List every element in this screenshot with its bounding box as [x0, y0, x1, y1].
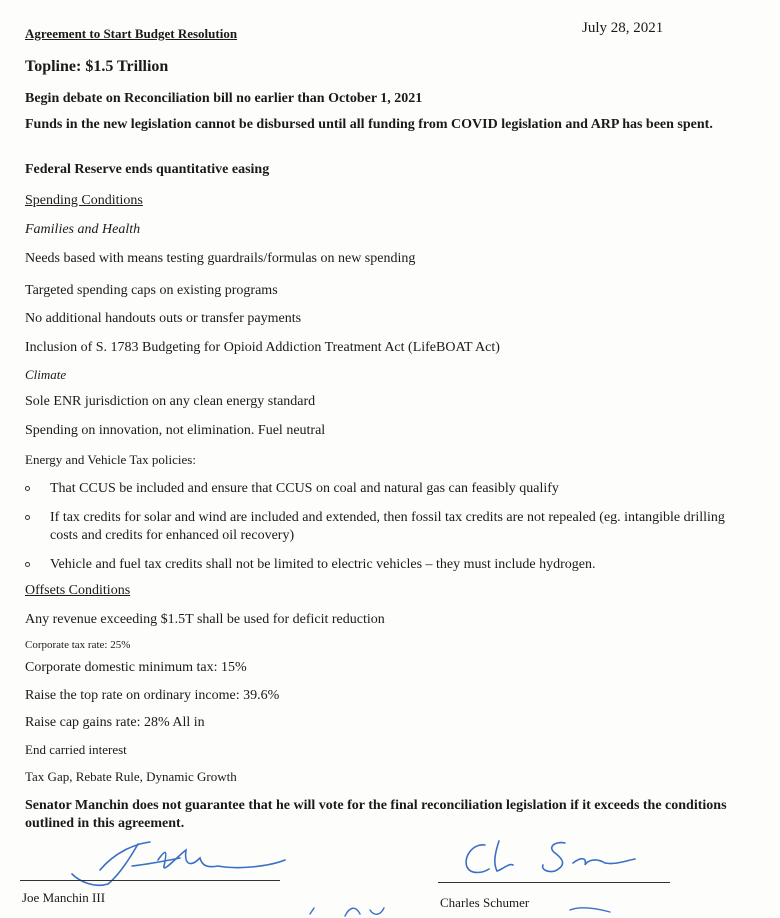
- families-item: No additional handouts outs or transfer payments: [25, 311, 302, 326]
- signature-line-left: [20, 880, 280, 881]
- document-title: Agreement to Start Budget Resolution: [25, 26, 238, 41]
- topline: Topline: $1.5 Trillion: [25, 58, 169, 75]
- closing-statement: Senator Manchin does not guarantee that he will vote for the final reconciliation legislation if it exceeds the conditions outlined in this agreement.: [25, 798, 727, 831]
- debate-start: Begin debate on Reconciliation bill no earlier than October 1, 2021: [25, 91, 423, 106]
- families-item: Inclusion of S. 1783 Budgeting for Opioid Addiction Treatment Act (LifeBOAT Act): [25, 340, 500, 355]
- bullet-text: Vehicle and fuel tax credits shall not be limited to electric vehicles – they must include hydrogen.: [50, 557, 596, 572]
- funds-condition: Funds in the new legislation cannot be disbursed until all funding from COVID legislation and ARP has been spent.: [25, 117, 713, 132]
- spending-heading: Spending Conditions: [25, 193, 143, 208]
- signer-name-right: Charles Schumer: [440, 895, 530, 910]
- offsets-item: Tax Gap, Rebate Rule, Dynamic Growth: [25, 769, 237, 784]
- climate-item: Spending on innovation, not elimination. Fuel neutral: [25, 423, 326, 438]
- offsets-item: Any revenue exceeding $1.5T shall be used for deficit reduction: [25, 612, 385, 627]
- bullet-icon: [25, 515, 30, 520]
- families-item: Targeted spending caps on existing programs: [25, 283, 278, 298]
- offsets-item: Raise the top rate on ordinary income: 39.6%: [25, 688, 280, 703]
- bullet-text: That CCUS be included and ensure that CCUS on coal and natural gas can feasibly qualify: [50, 481, 559, 496]
- offsets-heading: Offsets Conditions: [25, 583, 131, 598]
- offsets-item: Corporate tax rate: 25%: [25, 639, 131, 651]
- ink-marks: [300, 900, 630, 918]
- manchin-signature: [40, 840, 310, 890]
- climate-item: Sole ENR jurisdiction on any clean energy standard: [25, 394, 316, 409]
- bullet-icon: [25, 562, 30, 567]
- offsets-item: Raise cap gains rate: 28% All in: [25, 715, 205, 730]
- signer-name-left: Joe Manchin III: [22, 890, 106, 905]
- families-heading: Families and Health: [25, 222, 141, 237]
- federal-reserve: Federal Reserve ends quantitative easing: [25, 162, 270, 177]
- schumer-signature: [455, 835, 655, 885]
- offsets-item: Corporate domestic minimum tax: 15%: [25, 660, 247, 675]
- bullet-text: If tax credits for solar and wind are included and extended, then fossil tax credits are not repealed (eg. intangible drilling costs and credits for enhanced oil recovery): [50, 510, 725, 543]
- document-date: July 28, 2021: [582, 20, 664, 36]
- climate-heading: Climate: [25, 367, 67, 382]
- families-item: Needs based with means testing guardrails/formulas on new spending: [25, 251, 416, 266]
- bullet-icon: [25, 486, 30, 491]
- signature-line-right: [438, 882, 670, 883]
- offsets-item: End carried interest: [25, 742, 127, 757]
- energy-heading: Energy and Vehicle Tax policies:: [25, 452, 196, 467]
